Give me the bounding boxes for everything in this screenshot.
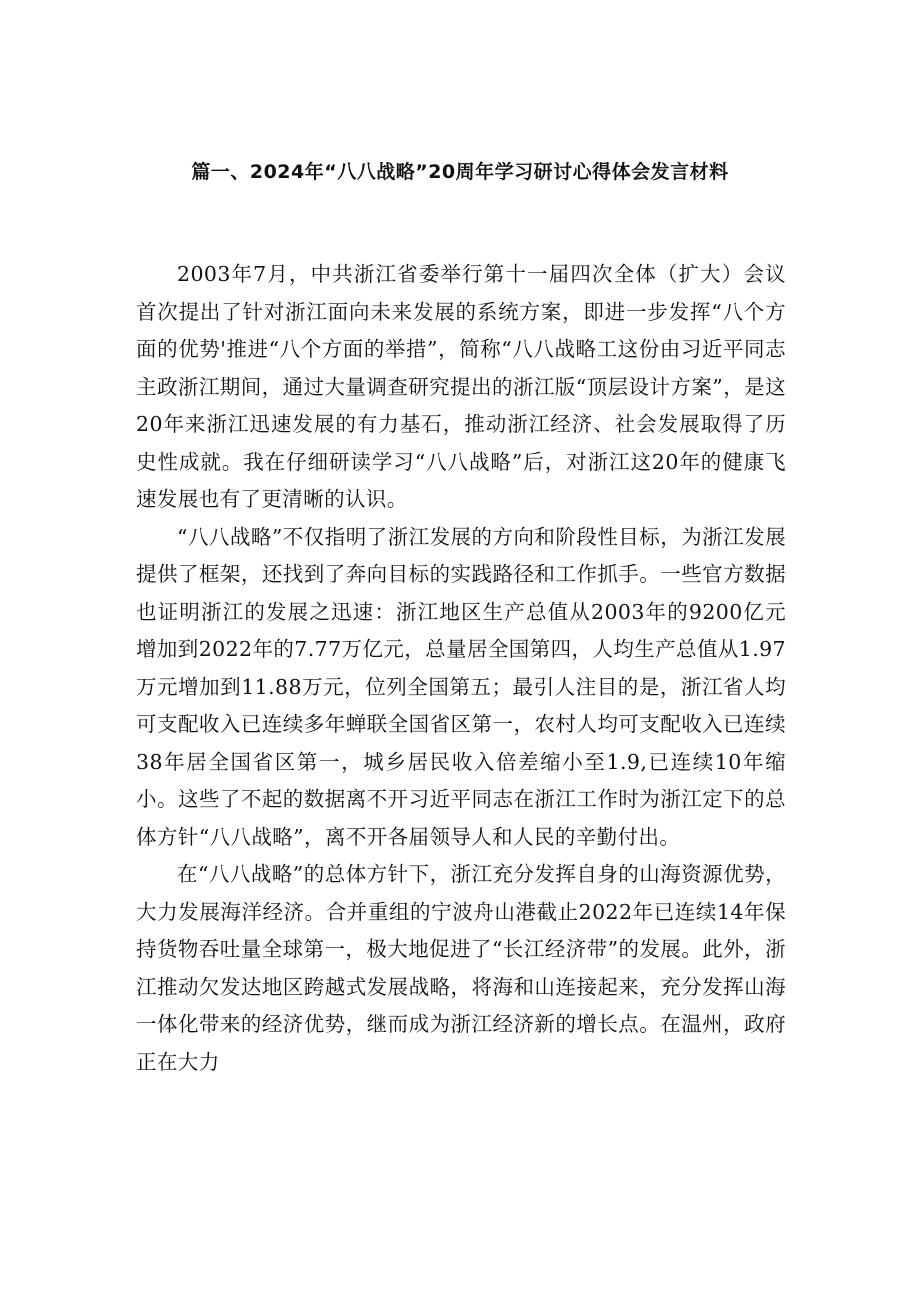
paragraph-2: “八八战略”不仅指明了浙江发展的方向和阶段性目标，为浙江发展提供了框架，还找到了奔向目标的实践路径和工作抓手。一些官方数据也证明浙江的发展之迅速：浙江地区生产总值从2003年的9200亿元增加到2022年的7.77万亿元，总量居全国第四，人均生产总值从1.97万元增加到11.88万元，位列全国第五；最引人注目的是，浙江省人均可支配收入已连续多年蝉联全国省区第一，农村人均可支配收入已连续38年居全国省区第一，城乡居民收入倍差缩小至1.9,已连续10年缩小。这些了不起的数据离不开习近平同志在浙江工作时为浙江定下的总体方针“八八战略”，离不开各届领导人和人民的辛勤付出。	[136, 524, 786, 849]
document-title: 篇一、2024年“八八战略”20周年学习研讨心得体会发言材料	[191, 161, 729, 183]
document-body	[136, 256, 786, 1081]
paragraph-3: 在“八八战略”的总体方针下，浙江充分发挥自身的山海资源优势，大力发展海洋经济。合并重组的宁波舟山港截止2022年已连续14年保持货物吞吐量全球第一，极大地促进了“长江经济带”的发展。此外，浙江推动欠发达地区跨越式发展战略，将海和山连接起来，充分发挥山海一体化带来的经济优势，继而成为浙江经济新的增长点。在温州，政府正在大力	[136, 862, 786, 1074]
paragraph-1: 2003年7月，中共浙江省委举行第十一届四次全体（扩大）会议首次提出了针对浙江面向未来发展的系统方案，即进一步发挥“八个方面的优势'推进“八个方面的举措”，简称“八八战略工这份由习近平同志主政浙江期间，通过大量调查研究提出的浙江版“顶层设计方案”，是这20年来浙江迅速发展的有力基石，推动浙江经济、社会发展取得了历史性成就。我在仔细研读学习“八八战略”后，对浙江这20年的健康飞速发展也有了更清晰的认识。	[136, 262, 786, 511]
